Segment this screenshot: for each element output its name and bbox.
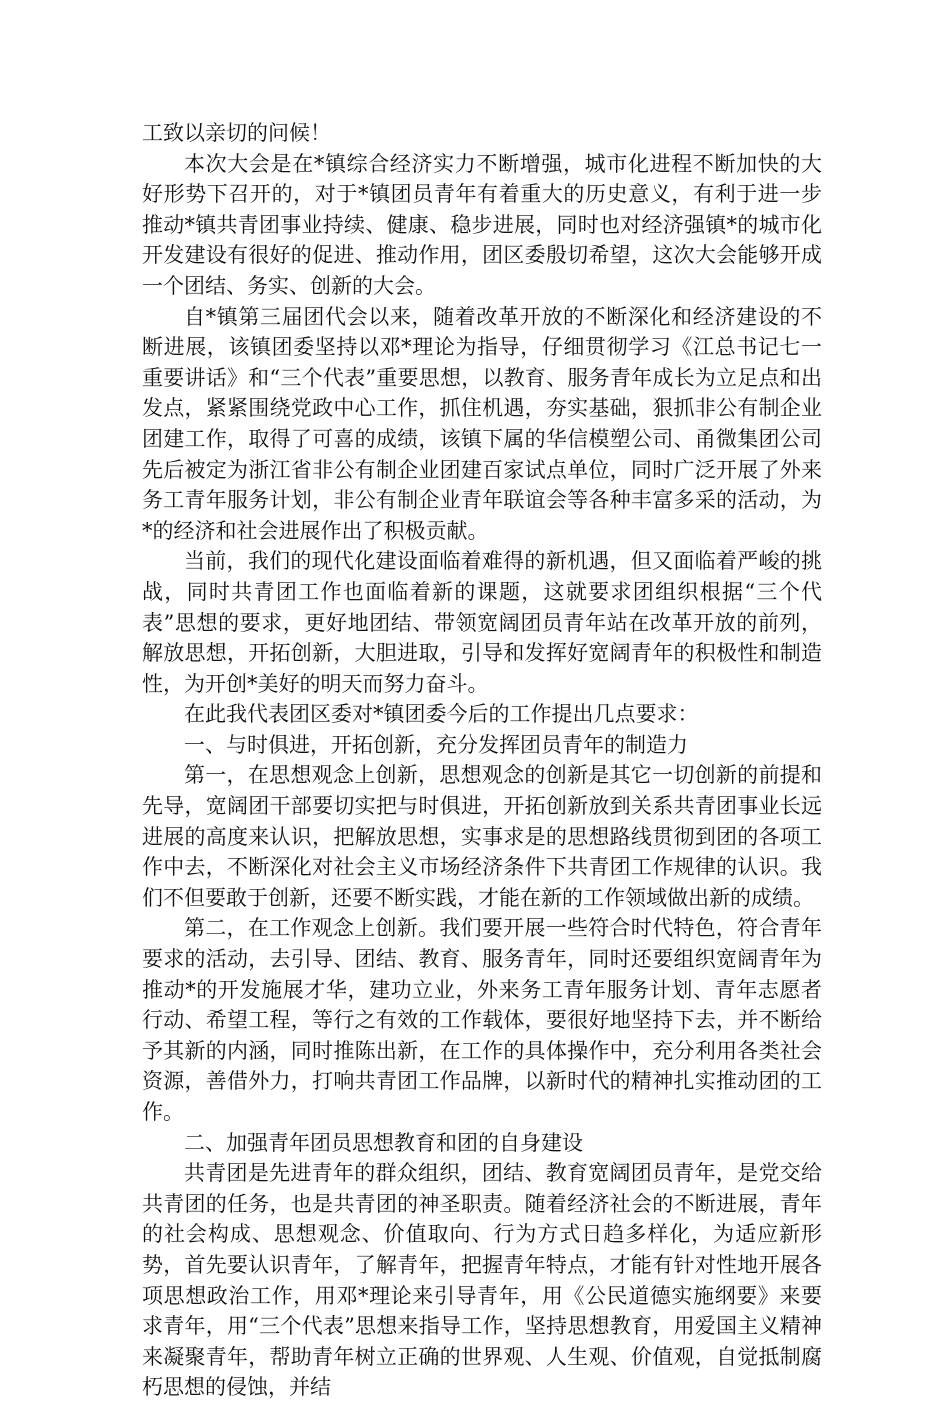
paragraph-greeting-tail: 工致以亲切的问候！	[142, 121, 331, 145]
section-heading-one: 一、与时俱进，开拓创新，充分发挥团员青年的制造力	[184, 732, 688, 757]
paragraph-congress-significance: 本次大会是在*镇综合经济实力不断增强，城市化进程不断加快的大好形势下召开的，对于*镇团员青年有着重大的历史意义，有利于进一步推动*镇共青团事业持续、健康、稳步进展，同时也对经济强镇*的城市化开发建设有很好的促进、推动作用，团区委殷切希望，这次大会能够开成一个团结、务实、创新的大会。	[142, 151, 822, 298]
paragraph-requirements-intro: 在此我代表团区委对*镇团委今后的工作提出几点要求：	[184, 702, 699, 727]
paragraph-first-point: 第一，在思想观念上创新，思想观念的创新是其它一切创新的前提和先导，宽阔团干部要切实把与时俱进，开拓创新放到关系共青团事业长远进展的高度来认识，把解放思想，实事求是的思想路线贯彻到团的各项工作中去，不断深化对社会主义市场经济条件下共青团工作规律的认识。我们不但要敢于创新，还要不断实践，才能在新的工作领域做出新的成绩。	[142, 763, 822, 910]
paragraph-achievements: 自*镇第三届团代会以来，随着改革开放的不断深化和经济建设的不断进展，该镇团委坚持以邓*理论为指导，仔细贯彻学习《江总书记七一重要讲话》和“三个代表”重要思想，以教育、服务青年成长为立足点和出发点，紧紧围绕党政中心工作，抓住机遇，夯实基础，狠抓非公有制企业团建工作，取得了可喜的成绩，该镇下属的华信模塑公司、甬微集团公司先后被定为浙江省非公有制企业团建百家试点单位，同时广泛开展了外来务工青年服务计划，非公有制企业青年联谊会等各种丰富多采的活动，为*的经济和社会进展作出了积极贡献。	[142, 304, 822, 543]
paragraph-second-point: 第二，在工作观念上创新。我们要开展一些符合时代特色，符合青年要求的活动，去引导、团结、教育、服务青年，同时还要组织宽阔青年为推动*的开发施展才华，建功立业，外来务工青年服务计划、青年志愿者行动、希望工程，等行之有效的工作载体，要很好地坚持下去，并不断给予其新的内涵，同时推陈出新，在工作的具体操作中，充分利用各类社会资源，善借外力，打响共青团工作品牌，以新时代的精神扎实推动团的工作。	[142, 916, 822, 1124]
section-heading-two: 二、加强青年团员思想教育和团的自身建设	[184, 1130, 583, 1155]
paragraph-ideological-education: 共青团是先进青年的群众组织，团结、教育宽阔团员青年，是党交给共青团的任务，也是共青团的神圣职责。随着经济社会的不断进展，青年的社会构成、思想观念、价值取向、行为方式日趋多样化，为适应新形势，首先要认识青年，了解青年，把握青年特点，才能有针对性地开展各项思想政治工作，用邓*理论来引导青年，用《公民道德实施纲要》来要求青年，用“三个代表”思想来指导工作，坚持思想教育，用爱国主义精神来凝聚青年，帮助青年树立正确的世界观、人生观、价值观，自觉抵制腐朽思想的侵蚀，并结	[142, 1161, 822, 1400]
document-body	[142, 118, 822, 1403]
paragraph-current-situation: 当前，我们的现代化建设面临着难得的新机遇，但又面临着严峻的挑战，同时共青团工作也面临着新的课题，这就要求团组织根据“三个代表”思想的要求，更好地团结、带领宽阔团员青年站在改革开放的前列，解放思想，开拓创新，大胆进取，引导和发挥好宽阔青年的积极性和制造性，为开创*美好的明天而努力奋斗。	[142, 549, 822, 696]
